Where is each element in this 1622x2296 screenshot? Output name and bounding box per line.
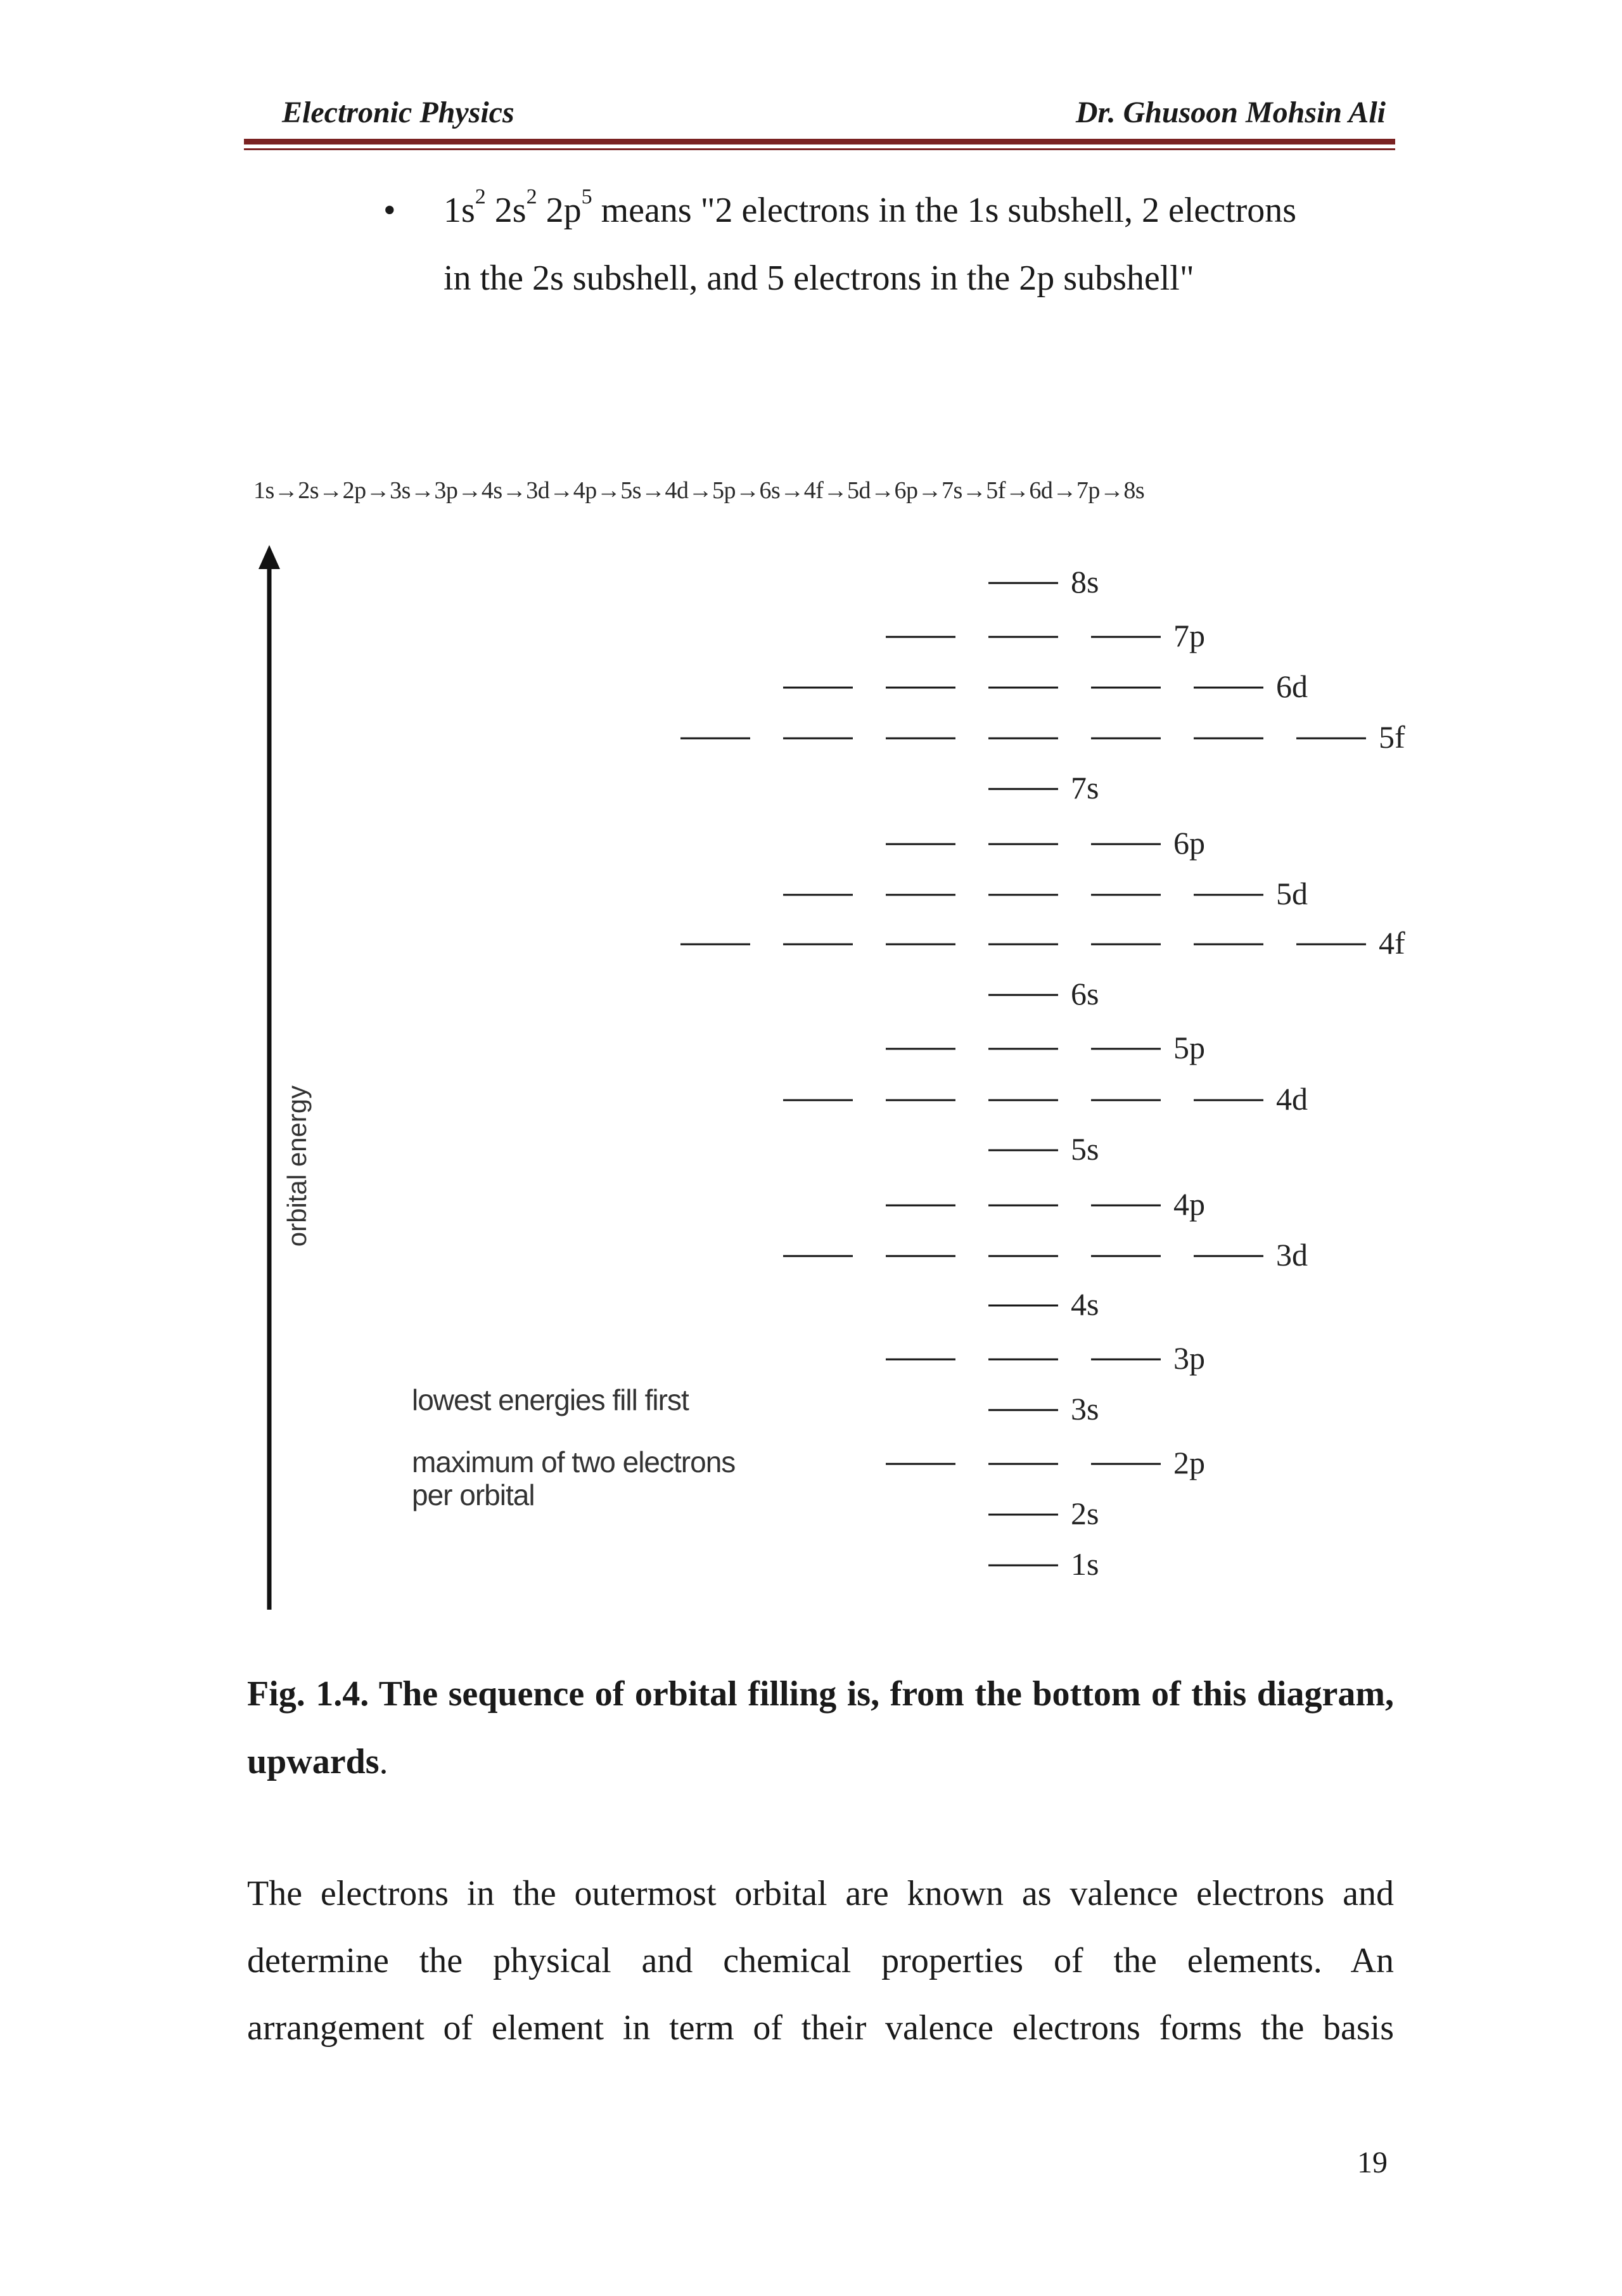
level-label-4f: 4f xyxy=(1379,925,1405,961)
sequence-item: 8s xyxy=(1123,477,1145,504)
sequence-item: 7s xyxy=(941,477,962,504)
level-label-5d: 5d xyxy=(1276,876,1308,911)
paragraph-line: The electrons in the outermost orbital are known as valence electrons and xyxy=(247,1874,1394,1913)
sequence-arrow: → xyxy=(274,477,298,504)
sequence-arrow: → xyxy=(549,477,573,504)
sequence-arrow: → xyxy=(780,477,804,504)
sequence-item: 5d xyxy=(846,477,871,504)
level-label-3s: 3s xyxy=(1071,1391,1099,1427)
level-label-5s: 5s xyxy=(1071,1131,1099,1167)
paragraph-line: determine the physical and chemical properties of the elements. An xyxy=(247,1941,1394,1980)
sequence-item: 3p xyxy=(434,477,458,504)
level-label-2s: 2s xyxy=(1071,1496,1099,1531)
sequence-arrow: → xyxy=(410,477,435,504)
running-header-author: Dr. Ghusoon Mohsin Ali xyxy=(1075,96,1386,129)
bullet-marker: • xyxy=(383,191,396,230)
axis-label: orbital energy xyxy=(282,1085,312,1247)
level-label-4s: 4s xyxy=(1071,1286,1099,1322)
figure-caption: Fig. 1.4. The sequence of orbital filling is, from the bottom of this diagram, upwards. xyxy=(247,1674,1394,1781)
level-label-2p: 2p xyxy=(1173,1445,1205,1480)
sequence-arrow: → xyxy=(319,477,343,504)
note-max-electrons-line1: maximum of two electrons xyxy=(412,1446,736,1478)
page-number: 19 xyxy=(1357,2146,1388,2179)
sequence-item: 2s xyxy=(298,477,319,504)
paragraph-line: arrangement of element in term of their valence electrons forms the basis xyxy=(247,2008,1394,2048)
level-label-4d: 4d xyxy=(1276,1081,1308,1117)
sequence-item: 4d xyxy=(665,477,689,504)
running-header-title: Electronic Physics xyxy=(282,96,514,129)
sequence-arrow: → xyxy=(502,477,527,504)
sequence-arrow: → xyxy=(596,477,621,504)
sequence-item: 2p xyxy=(342,477,366,504)
sequence-arrow: → xyxy=(688,477,712,504)
level-label-6p: 6p xyxy=(1173,825,1205,861)
sequence-arrow: → xyxy=(1099,477,1124,504)
sequence-item: 4s xyxy=(481,477,502,504)
level-label-4p: 4p xyxy=(1173,1186,1205,1222)
config-term: $2s^2$ xyxy=(494,185,537,230)
level-label-8s: 8s xyxy=(1071,564,1099,600)
energy-axis-arrowhead xyxy=(259,545,280,569)
level-label-5f: 5f xyxy=(1379,719,1405,755)
sequence-arrow: → xyxy=(823,477,847,504)
config-term: $1s^2$ xyxy=(444,185,486,230)
energy-levels xyxy=(680,564,1405,1582)
sequence-item: 6d xyxy=(1029,477,1053,504)
level-label-3d: 3d xyxy=(1276,1237,1308,1273)
sequence-item: 6s xyxy=(759,477,781,504)
sequence-arrow: → xyxy=(870,477,895,504)
sequence-item: 4p xyxy=(573,477,597,504)
level-label-5p: 5p xyxy=(1173,1030,1205,1065)
sequence-item: 7p xyxy=(1076,477,1100,504)
sequence-item: 1s xyxy=(253,477,274,504)
sequence-item: 6p xyxy=(894,477,918,504)
sequence-item: 5s xyxy=(620,477,641,504)
sequence-item: 5p xyxy=(712,477,736,504)
sequence-arrow: → xyxy=(457,477,482,504)
bullet-line-2: in the 2s subshell, and 5 electrons in the 2p subshell" xyxy=(444,259,1194,298)
level-label-7p: 7p xyxy=(1173,618,1205,653)
note-lowest-energies: lowest energies fill first xyxy=(412,1383,689,1416)
sequence-item: 3s xyxy=(390,477,411,504)
sequence-arrow: → xyxy=(735,477,760,504)
level-label-3p: 3p xyxy=(1173,1340,1205,1376)
sequence-item: 3d xyxy=(526,477,550,504)
body-paragraph xyxy=(247,1860,1394,2062)
sequence-arrow: → xyxy=(641,477,665,504)
config-term: $2p^5$ xyxy=(546,185,592,230)
level-label-6s: 6s xyxy=(1071,976,1099,1011)
level-label-7s: 7s xyxy=(1071,770,1099,805)
sequence-item: 5f xyxy=(986,477,1006,504)
bullet-text: means "2 electrons in the 1s subshell, 2 electrons xyxy=(601,191,1297,230)
sequence-arrow: → xyxy=(366,477,390,504)
level-label-1s: 1s xyxy=(1071,1546,1099,1582)
sequence-arrow: → xyxy=(917,477,942,504)
sequence-arrow: → xyxy=(962,477,987,504)
sequence-arrow: → xyxy=(1005,477,1030,504)
sequence-arrow: → xyxy=(1052,477,1076,504)
sequence-item: 4f xyxy=(803,477,824,504)
note-max-electrons-line2: per orbital xyxy=(412,1478,535,1511)
level-label-6d: 6d xyxy=(1276,669,1308,704)
